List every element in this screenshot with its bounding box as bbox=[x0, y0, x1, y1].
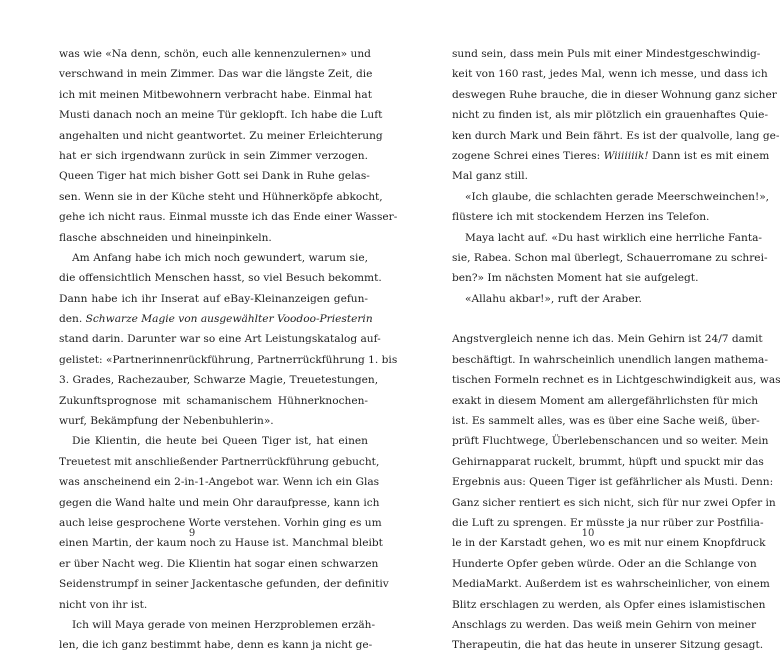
text-line: nicht von ihr ist. bbox=[59, 598, 148, 611]
text-line: keit von 160 rast, jedes Mal, wenn ich messe, und dass ich bbox=[452, 68, 768, 81]
text-line: Maya lacht auf. «Du hast wirklich eine herrliche Fanta- bbox=[465, 231, 762, 244]
text-line: «Allahu akbar!», ruft der Araber. bbox=[465, 292, 642, 305]
text-line: Seidenstrumpf in seiner Jackentasche gefunden, der definitiv bbox=[59, 578, 389, 591]
text-line: Hunderte Opfer geben würde. Oder an die Schlange von bbox=[452, 557, 757, 570]
left-page-number: 9 bbox=[188, 528, 196, 539]
text-line: sen. Wenn sie in der Küche steht und Hühnerköpfe abkocht, bbox=[59, 190, 383, 203]
text-line: zogene Schrei eines Tieres: Wiiiiiiik! Dann ist es mit einem bbox=[452, 149, 770, 162]
text-line: ben?» Im nächsten Moment hat sie aufgelegt. bbox=[452, 272, 699, 285]
text-line: Musti danach noch an meine Tür geklopft. Ich habe die Luft bbox=[59, 109, 383, 122]
text-line: den. Schwarze Magie von ausgewählter Voodoo-Priesterin bbox=[59, 313, 373, 326]
text-line: gelistet: «Partnerinnenrückführung, Partnerrückführung 1. bis bbox=[59, 353, 398, 366]
text-line: tischen Formeln rechnet es in Lichtgeschwindigkeit aus, was bbox=[452, 374, 781, 387]
text-line: die offensichtlich Menschen hasst, so viel Besuch bekommt. bbox=[59, 272, 382, 285]
text-line: exakt in diesem Moment am allergefährlichsten für mich bbox=[452, 394, 759, 407]
text-line: flüstere ich mit stockendem Herzen ins Telefon. bbox=[452, 211, 710, 224]
text-line: Dann habe ich ihr Inserat auf eBay-Kleinanzeigen gefun- bbox=[59, 292, 368, 305]
text-line: Treuetest mit anschließender Partnerrückführung gebucht, bbox=[59, 455, 380, 468]
text-line: ist. Es sammelt alles, was es über eine Sache weiß, über- bbox=[452, 415, 760, 428]
text-line: Anschlags zu werden. Das weiß mein Gehirn von meiner bbox=[452, 618, 757, 631]
section-break bbox=[452, 309, 723, 329]
text-line: gehe ich nicht raus. Einmal musste ich das Ende einer Wasser- bbox=[59, 211, 398, 224]
text-line: Am Anfang habe ich mich noch gewundert, warum sie, bbox=[72, 251, 368, 264]
text-line: nicht zu finden ist, als mir plötzlich ein grauenhaftes Quie- bbox=[452, 109, 769, 122]
text-line: verschwand in mein Zimmer. Das war die längste Zeit, die bbox=[59, 68, 373, 81]
text-line: 3. Grades, Rachezauber, Schwarze Magie, Treuetestungen, bbox=[59, 374, 379, 387]
text-line: Zukunftsprognose mit schamanischem Hühnerknochen- bbox=[59, 394, 368, 407]
text-line: hat er sich irgendwann zurück in sein Zimmer verzogen. bbox=[59, 149, 368, 162]
italic-word: Wiiiiiiik! bbox=[603, 149, 649, 162]
text-line: sund sein, dass mein Puls mit einer Mindestgeschwindig- bbox=[452, 48, 761, 60]
right-page-number: 10 bbox=[581, 528, 595, 539]
text-line: Gehirnapparat ruckelt, brummt, hüpft und spuckt mir das bbox=[452, 455, 764, 468]
text-line: er über Nacht weg. Die Klientin hat sogar einen schwarzen bbox=[59, 557, 379, 570]
text-line: MediaMarkt. Außerdem ist es wahrscheinlicher, von einem bbox=[452, 578, 770, 591]
left-page-text bbox=[59, 44, 398, 656]
text-continuation: Dann ist es mit einem bbox=[648, 149, 770, 162]
text-line: Angstvergleich nenne ich das. Mein Gehirn ist 24/7 damit bbox=[452, 333, 763, 346]
text-line: Queen Tiger hat mich bisher Gott sei Dank in Ruhe gelas- bbox=[59, 170, 370, 183]
text-line: wurf, Bekämpfung der Nebenbuhlerin». bbox=[59, 415, 274, 428]
text-line: prüft Fluchtwege, Überlebenschancen und so weiter. Mein bbox=[452, 435, 769, 448]
text-line: die Luft zu sprengen. Er müsste ja nur rüber zur Postfilia- bbox=[452, 516, 764, 529]
right-page-text bbox=[452, 44, 781, 656]
text-line: stand darin. Darunter war so eine Art Leistungskatalog auf- bbox=[59, 333, 381, 346]
text-line: Die Klientin, die heute bei Queen Tiger ist, hat einen bbox=[72, 435, 368, 448]
text-line: ich mit meinen Mitbewohnern verbracht habe. Einmal hat bbox=[59, 88, 372, 101]
text-line: beschäftigt. In wahrscheinlich unendlich langen mathema- bbox=[452, 353, 768, 366]
text-line: Ergebnis aus: Queen Tiger ist gefährlicher als Musti. Denn: bbox=[452, 476, 774, 489]
text-line: Ganz sicher rentiert es sich nicht, sich für nur zwei Opfer in bbox=[452, 496, 776, 509]
text-line: was anscheinend ein 2-in-1-Angebot war. Wenn ich ein Glas bbox=[59, 476, 380, 489]
text-line: gegen die Wand halte und mein Ohr daraufpresse, kann ich bbox=[59, 496, 380, 509]
text-line: auch leise gesprochene Worte verstehen. Vorhin ging es um bbox=[59, 516, 382, 529]
text-line: Therapeutin, die hat das heute in unserer Sitzung gesagt. bbox=[452, 639, 764, 652]
text-line: was wie «Na denn, schön, euch alle kennenzulernen» und bbox=[59, 48, 371, 60]
text-line: len, die ich ganz bestimmt habe, denn es kann ja nicht ge- bbox=[59, 639, 373, 652]
text-line: flasche abschneiden und hineinpinkeln. bbox=[59, 231, 272, 244]
text-line: Mal ganz still. bbox=[452, 170, 529, 183]
text-line: angehalten und nicht geantwortet. Zu meiner Erleichterung bbox=[59, 129, 383, 142]
text-line: Blitz erschlagen zu werden, als Opfer eines islamistischen bbox=[452, 598, 766, 611]
text-line: sie, Rabea. Schon mal überlegt, Schauerromane zu schrei- bbox=[452, 251, 768, 264]
text-line: deswegen Ruhe brauche, die in dieser Wohnung ganz sicher bbox=[452, 88, 777, 101]
text-line: einen Martin, der kaum noch zu Hause ist. Manchmal bleibt bbox=[59, 537, 383, 550]
text-line: ken durch Mark und Bein fährt. Es ist der qualvolle, lang ge- bbox=[452, 129, 780, 142]
italic-title: Schwarze Magie von ausgewählter Voodoo-Priesterin bbox=[82, 313, 373, 326]
text-line: «Ich glaube, die schlachten gerade Meerschweinchen!», bbox=[465, 190, 770, 203]
text-line: le in der Karstadt gehen, wo es mit nur einem Knopfdruck bbox=[452, 537, 766, 550]
text-line: Ich will Maya gerade von meinen Herzproblemen erzäh- bbox=[72, 618, 376, 631]
